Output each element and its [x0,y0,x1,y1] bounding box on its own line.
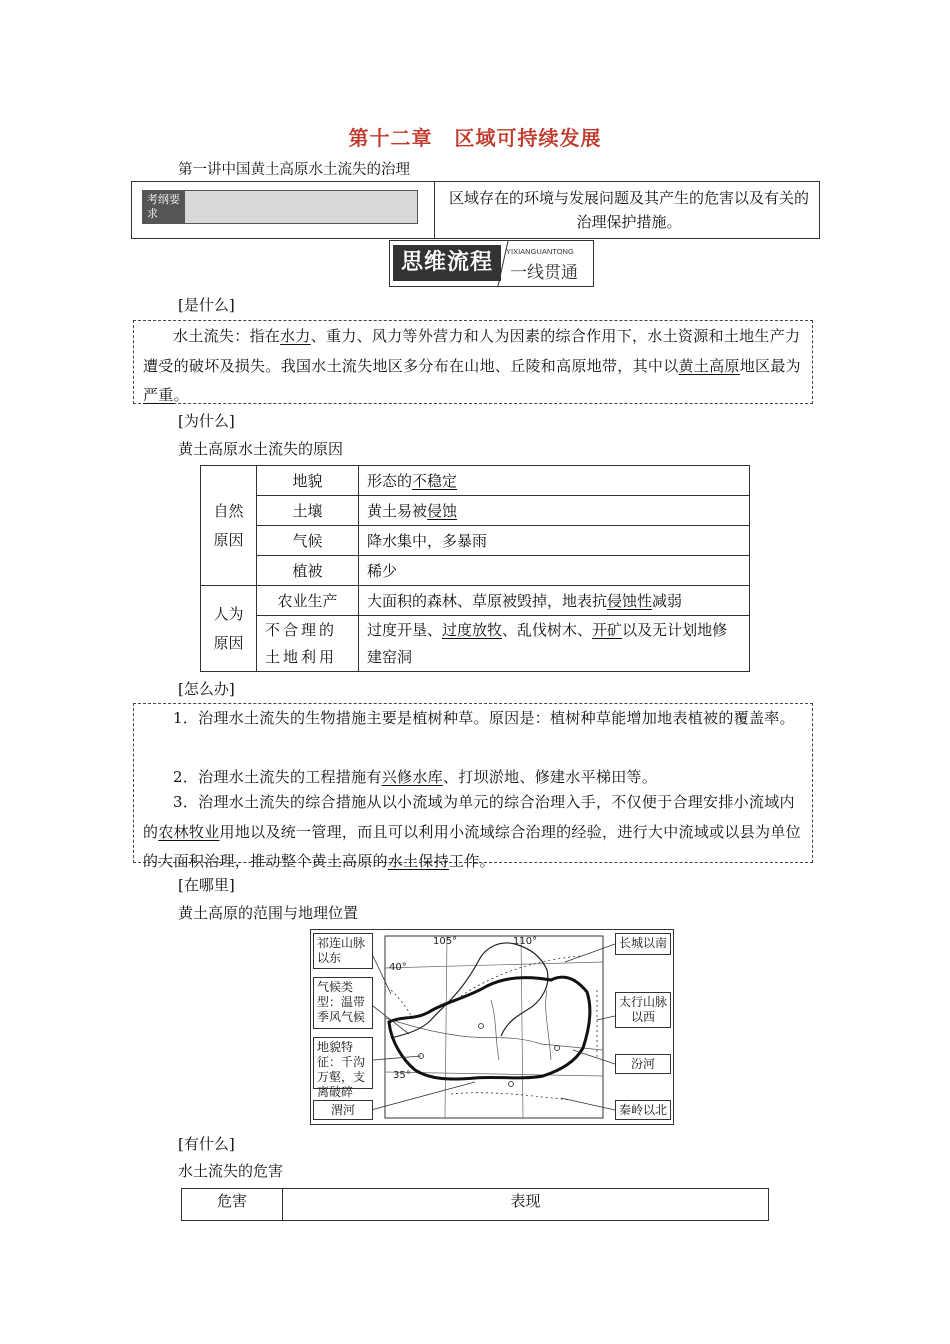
thinking-flow-banner [389,240,594,287]
map-label-greatwall: 长城以南 [615,933,671,955]
description-cell: 大面积的森林、草原被毁掉，地表抗侵蚀性减弱 [359,586,750,616]
requirement-tag: 考纲要求 [143,191,185,223]
factor-cell: 土壤 [257,496,359,526]
factor-cell: 气候 [257,526,359,556]
measure-comprehensive: 3．治理水土流失的综合措施从以小流域为单元的综合治理入手，不仅便于合理安排小流域内的农林牧业用地以及统一管理，而且可以利用小流域综合治理的经验，进行大中流域或以县为单位的大面积治理，推动整个黄土高原的水土保持工作。 [143,793,801,870]
section-how-heading: [怎么办] [178,680,235,698]
measure-biological: 1．治理水土流失的生物措施主要是植树种草。原因是：植树种草能增加地表植被的覆盖率。 [173,709,795,727]
longitude-110-label: 110° [513,936,538,947]
factor-cell: 植被 [257,556,359,586]
map-label-weihe: 渭河 [313,1100,373,1120]
factor-cell: 不合理的土地利用 [257,616,359,672]
latitude-35-label: 35° [393,1070,411,1081]
map-label-qilian: 祁连山脉以东 [313,933,373,969]
banner-main-text: 思维流程 [393,245,501,281]
what-definition: 水土流失：指在水力、重力、风力等外营力和人为因素的综合作用下，水土资源和土地生产力遭受的破坏及损失。我国水土流失地区多分布在山地、丘陵和高原地带，其中以黄土高原地区最为严重。 [143,327,801,404]
section-what-heading: [是什么] [178,296,235,314]
factor-cell: 农业生产 [257,586,359,616]
description-cell: 形态的不稳定 [359,466,750,496]
map-label-qinling: 秦岭以北 [615,1100,671,1120]
loess-plateau-map [310,929,674,1125]
map-label-fenhe: 汾河 [615,1054,671,1074]
description-cell: 降水集中，多暴雨 [359,526,750,556]
human-group-cell: 人为原因 [201,586,257,672]
lecture-title: 第一讲中国黄土高原水土流失的治理 [178,162,410,178]
section-why-heading: [为什么] [178,412,235,430]
banner-sub-text: 一线贯通 [510,263,578,283]
chapter-title [0,122,950,151]
manifestation-col-header: 表现 [283,1189,769,1221]
natural-group-cell: 自然原因 [201,466,257,586]
description-cell: 过度开垦、过度放牧、乱伐树木、开矿以及无计划地修建窑洞 [359,616,750,672]
underlined-term: 水力 [280,327,311,345]
harm-col-header: 危害 [182,1189,283,1221]
map-label-climate: 气候类型：温带季风气候 [313,977,373,1029]
requirement-label-cell [132,182,435,238]
underlined-term: 黄土高原 [678,356,740,375]
description-cell: 黄土易被侵蚀 [359,496,750,526]
description-cell: 稀少 [359,556,750,586]
causes-caption: 黄土高原水土流失的原因 [178,440,344,458]
map-label-taihang: 太行山脉以西 [615,992,671,1028]
harm-table [181,1188,769,1221]
longitude-105-label: 105° [433,936,458,947]
underlined-term: 严重 [143,386,174,404]
harm-caption: 水土流失的危害 [178,1162,284,1180]
requirement-text: 区域存在的环境与发展问题及其产生的危害以及有关的治理保护措施。 [448,189,809,231]
map-label-landform: 地貌特征：千沟万壑，支离破碎 [313,1037,373,1089]
factor-cell: 地貌 [257,466,359,496]
section-where-heading: [在哪里] [178,876,235,894]
requirement-box [131,181,820,239]
latitude-40-label: 40° [389,962,407,973]
measure-engineering: 2．治理水土流失的工程措施有兴修水库、打坝淤地、修建水平梯田等。 [173,768,658,786]
chapter-name: 区域可持续发展 [454,126,602,150]
chapter-number: 第十二章 [348,126,433,150]
banner-pinyin: YIXIANGUANTONG [506,247,574,256]
section-have-heading: [有什么] [178,1135,235,1153]
requirement-bar [142,190,418,224]
map-caption: 黄土高原的范围与地理位置 [178,904,359,922]
causes-table [200,465,750,672]
